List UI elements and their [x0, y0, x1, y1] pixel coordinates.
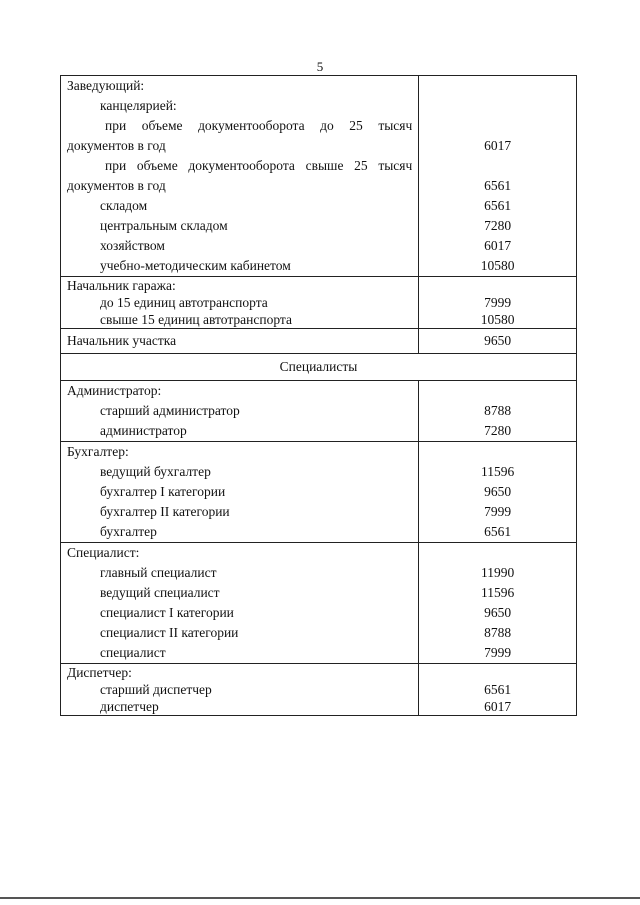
item-label: ведущий бухгалтер — [100, 464, 211, 479]
item-value: 11596 — [481, 464, 515, 479]
group-garage-values — [419, 277, 577, 329]
group-dispatcher — [61, 664, 577, 716]
item-label: бухгалтер I категории — [100, 484, 226, 499]
item-value: 11990 — [481, 565, 515, 580]
item-label: до 15 единиц автотранспорта — [100, 295, 268, 310]
scan-bottom-edge — [0, 897, 640, 899]
section-title: Специалисты — [61, 354, 577, 381]
item-value: 9650 — [484, 484, 512, 499]
group-site — [61, 329, 577, 354]
group-manager — [61, 76, 577, 277]
item-label-cont: документов в год — [67, 138, 166, 153]
item-value: 8788 — [484, 403, 512, 418]
group-garage-labels — [61, 277, 419, 329]
item-label: хозяйством — [100, 238, 165, 253]
item-label: бухгалтер II категории — [100, 504, 230, 519]
item-value: 11596 — [481, 585, 515, 600]
group-title: Бухгалтер: — [67, 444, 129, 459]
group-accountant-labels — [61, 442, 419, 543]
salary-table — [60, 75, 577, 716]
item-label: специалист I категории — [100, 605, 234, 620]
group-title: Заведующий: — [67, 78, 145, 93]
item-value: 6561 — [484, 524, 512, 539]
group-garage — [61, 277, 577, 329]
section-specialists — [61, 354, 577, 381]
item-value: 6561 — [484, 178, 512, 193]
item-value: 10580 — [480, 258, 515, 273]
item-label: главный специалист — [100, 565, 217, 580]
group-admin-values — [419, 381, 577, 442]
item-label: складом — [100, 198, 148, 213]
item-value: 6561 — [484, 682, 512, 697]
group-title: Начальник гаража: — [67, 278, 176, 293]
item-label: учебно-методическим кабинетом — [100, 258, 291, 273]
item-label: центральным складом — [100, 218, 228, 233]
item-value: 7280 — [484, 423, 512, 438]
item-label: ведущий специалист — [100, 585, 220, 600]
item-label: специалист — [100, 645, 166, 660]
group-site-label — [61, 329, 419, 354]
item-label: при объеме документооборота свыше 25 тысяч — [105, 158, 413, 173]
item-value: 7280 — [484, 218, 512, 233]
group-accountant — [61, 442, 577, 543]
item-label-cont: документов в год — [67, 178, 166, 193]
group-specialist-values — [419, 543, 577, 664]
item-value: 6017 — [484, 699, 512, 714]
item-value: 9650 — [484, 605, 512, 620]
group-admin — [61, 381, 577, 442]
item-label: при объеме документооборота до 25 тысяч — [105, 118, 413, 133]
group-accountant-values — [419, 442, 577, 543]
item-value: 8788 — [484, 625, 512, 640]
group-title: Диспетчер: — [67, 665, 132, 680]
group-specialist-labels — [61, 543, 419, 664]
group-title: Начальник участка — [67, 333, 177, 348]
group-title: Специалист: — [67, 545, 140, 560]
item-value: 7999 — [484, 645, 512, 660]
item-label: администратор — [100, 423, 187, 438]
group-manager-values — [419, 76, 577, 277]
item-value: 10580 — [480, 312, 515, 327]
group-site-value — [419, 329, 577, 354]
item-label: старший администратор — [100, 403, 240, 418]
group-dispatcher-labels — [61, 664, 419, 716]
item-value: 6561 — [484, 198, 512, 213]
group-specialist — [61, 543, 577, 664]
subgroup-title: канцелярией: — [100, 98, 177, 113]
item-label: диспетчер — [100, 699, 159, 714]
group-dispatcher-values — [419, 664, 577, 716]
item-label: старший диспетчер — [100, 682, 212, 697]
group-title: Администратор: — [67, 383, 162, 398]
item-value: 6017 — [484, 138, 512, 153]
group-manager-labels — [61, 76, 419, 277]
item-value: 7999 — [484, 504, 512, 519]
item-label: свыше 15 единиц автотранспорта — [100, 312, 292, 327]
item-value: 7999 — [484, 295, 512, 310]
item-value: 6017 — [484, 238, 512, 253]
page-number: 5 — [316, 59, 324, 74]
group-admin-labels — [61, 381, 419, 442]
item-label: специалист II категории — [100, 625, 239, 640]
item-label: бухгалтер — [100, 524, 157, 539]
item-value: 9650 — [484, 333, 512, 348]
